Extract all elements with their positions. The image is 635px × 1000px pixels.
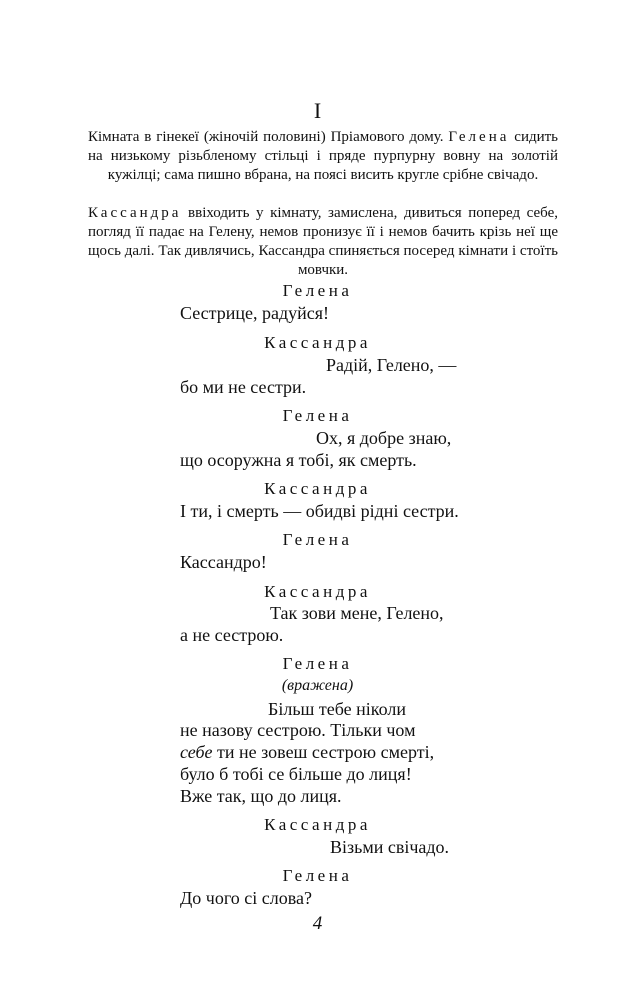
verse-line: Радій, Гелено, — [326, 355, 457, 375]
verse-line: було б тобі се більше до лиця! [180, 764, 412, 784]
stage-direction-1-name: Гелена [448, 129, 510, 145]
verse-line: що осоружна я тобі, як смерть. [180, 450, 417, 470]
speaker-name: Гелена [282, 866, 353, 885]
page-number: 4 [312, 913, 323, 934]
speaker-name: Кассандра [264, 582, 371, 601]
speaker-name: Гелена [282, 406, 353, 425]
verse-line: Кассандро! [180, 552, 267, 572]
verse-line: не назову сестрою. Тільки чом [180, 720, 416, 740]
verse-line: Більш тебе ніколи [268, 699, 406, 719]
verse-line: а не сестрою. [180, 625, 284, 645]
verse-line: Ох, я добре знаю, [316, 428, 452, 448]
verse-line: Візьми свічадо. [330, 837, 450, 857]
stage-direction-1-text-a: Кімната в гінекеї (жіночій половині) Пріамового дому. [88, 129, 444, 145]
speaker-name: Гелена [282, 530, 353, 549]
stage-direction-1 [88, 128, 558, 185]
verse-line: бо ми не сестри. [180, 377, 307, 397]
verse-line-with-emphasis [180, 742, 434, 763]
stage-direction-2-name: Кассандра [88, 205, 182, 221]
stage-direction-2-text: ввіходить у кімнату, замислена, дивиться поперед себе, погляд її падає на Гелену, немов пронизує її і немов бачить крізь неї ще щось далі. Так дивлячись, Кассандра спиняється посеред кімнати і стоїть мовчки. [88, 205, 558, 278]
verse-line: І ти, і смерть — обидві рідні сестри. [180, 501, 459, 521]
stage-direction-inline: (вражена) [281, 677, 354, 694]
verse-line: До чого сі слова? [180, 888, 312, 908]
verse-line: Вже так, що до лиця. [180, 786, 342, 806]
emphasis-word: себе [180, 742, 213, 762]
speaker-name: Гелена [282, 654, 353, 673]
speaker-name: Кассандра [264, 333, 371, 352]
verse-line: Сестрице, радуйся! [180, 303, 330, 323]
verse-line: ти не зовеш сестрою смерті, [217, 742, 435, 762]
speaker-name: Кассандра [264, 479, 371, 498]
stage-direction-1-text-b: сидить на низькому різьбленому стільці і пряде пурпурну вовну на золотій кужілці; сама пишно вбрана, на поясі висить кругле срібне свічадо. [88, 129, 559, 183]
act-number: I [313, 98, 322, 123]
speaker-name: Кассандра [264, 815, 371, 834]
speaker-name: Гелена [282, 281, 353, 300]
stage-direction-2 [88, 204, 558, 280]
verse-line: Так зови мене, Гелено, [270, 603, 444, 623]
